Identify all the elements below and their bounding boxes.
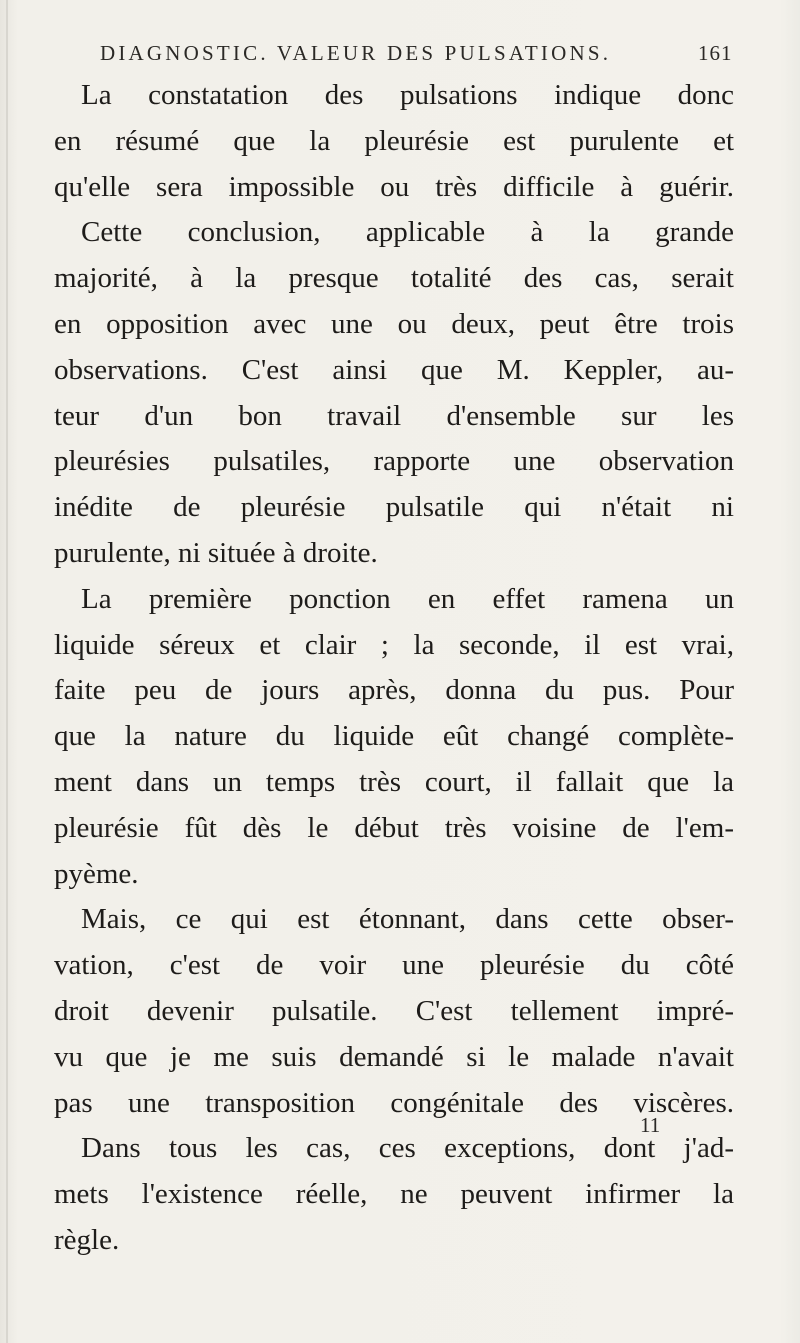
- text-line: majorité, à la presque totalité des cas, serait: [54, 262, 734, 295]
- text-line: pleurésie fût dès le début très voisine de l'em-: [54, 811, 734, 844]
- text-line: droit devenir pulsatile. C'est tellement impré-: [54, 994, 734, 1027]
- text-line: vation, c'est de voir une pleurésie du côté: [54, 949, 734, 982]
- text-line: ment dans un temps très court, il fallait que la: [54, 765, 734, 798]
- text-line: La première ponction en effet ramena un: [81, 582, 734, 615]
- text-line: en opposition avec une ou deux, peut être trois: [54, 307, 734, 340]
- text-line: purulente, ni située à droite.: [54, 536, 378, 569]
- running-title: DIAGNOSTIC. VALEUR DES PULSATIONS.: [100, 41, 612, 65]
- text-line: Dans tous les cas, ces exceptions, dont j'ad-: [81, 1132, 734, 1165]
- text-line: observations. C'est ainsi que M. Keppler, au-: [54, 353, 734, 386]
- text-line: Cette conclusion, applicable à la grande: [81, 216, 734, 249]
- text-line: pyème.: [54, 857, 139, 890]
- signature-mark: 11: [640, 1113, 661, 1137]
- page-number: 161: [698, 41, 733, 65]
- text-line: mets l'existence réelle, ne peuvent infirmer la: [54, 1178, 734, 1211]
- text-line: liquide séreux et clair ; la seconde, il est vrai,: [54, 628, 734, 661]
- page-gutter: [6, 0, 8, 1343]
- text-line: en résumé que la pleurésie est purulente et: [54, 124, 734, 157]
- running-head: [100, 41, 733, 66]
- text-line: pas une transposition congénitale des viscères.: [54, 1086, 734, 1119]
- body-text: [54, 73, 734, 1264]
- text-line: inédite de pleurésie pulsatile qui n'était ni: [54, 491, 734, 524]
- text-line: teur d'un bon travail d'ensemble sur les: [54, 399, 734, 432]
- text-line: faite peu de jours après, donna du pus. Pour: [54, 674, 734, 707]
- text-line: règle.: [54, 1223, 120, 1256]
- text-line: La constatation des pulsations indique donc: [81, 79, 734, 111]
- text-line: pleurésies pulsatiles, rapporte une observation: [54, 445, 734, 478]
- text-line: Mais, ce qui est étonnant, dans cette obser-: [81, 903, 734, 936]
- text-line: qu'elle sera impossible ou très difficile à guérir.: [54, 170, 734, 203]
- text-line: que la nature du liquide eût changé complète-: [54, 720, 734, 753]
- text-line: vu que je me suis demandé si le malade n'avait: [54, 1040, 734, 1073]
